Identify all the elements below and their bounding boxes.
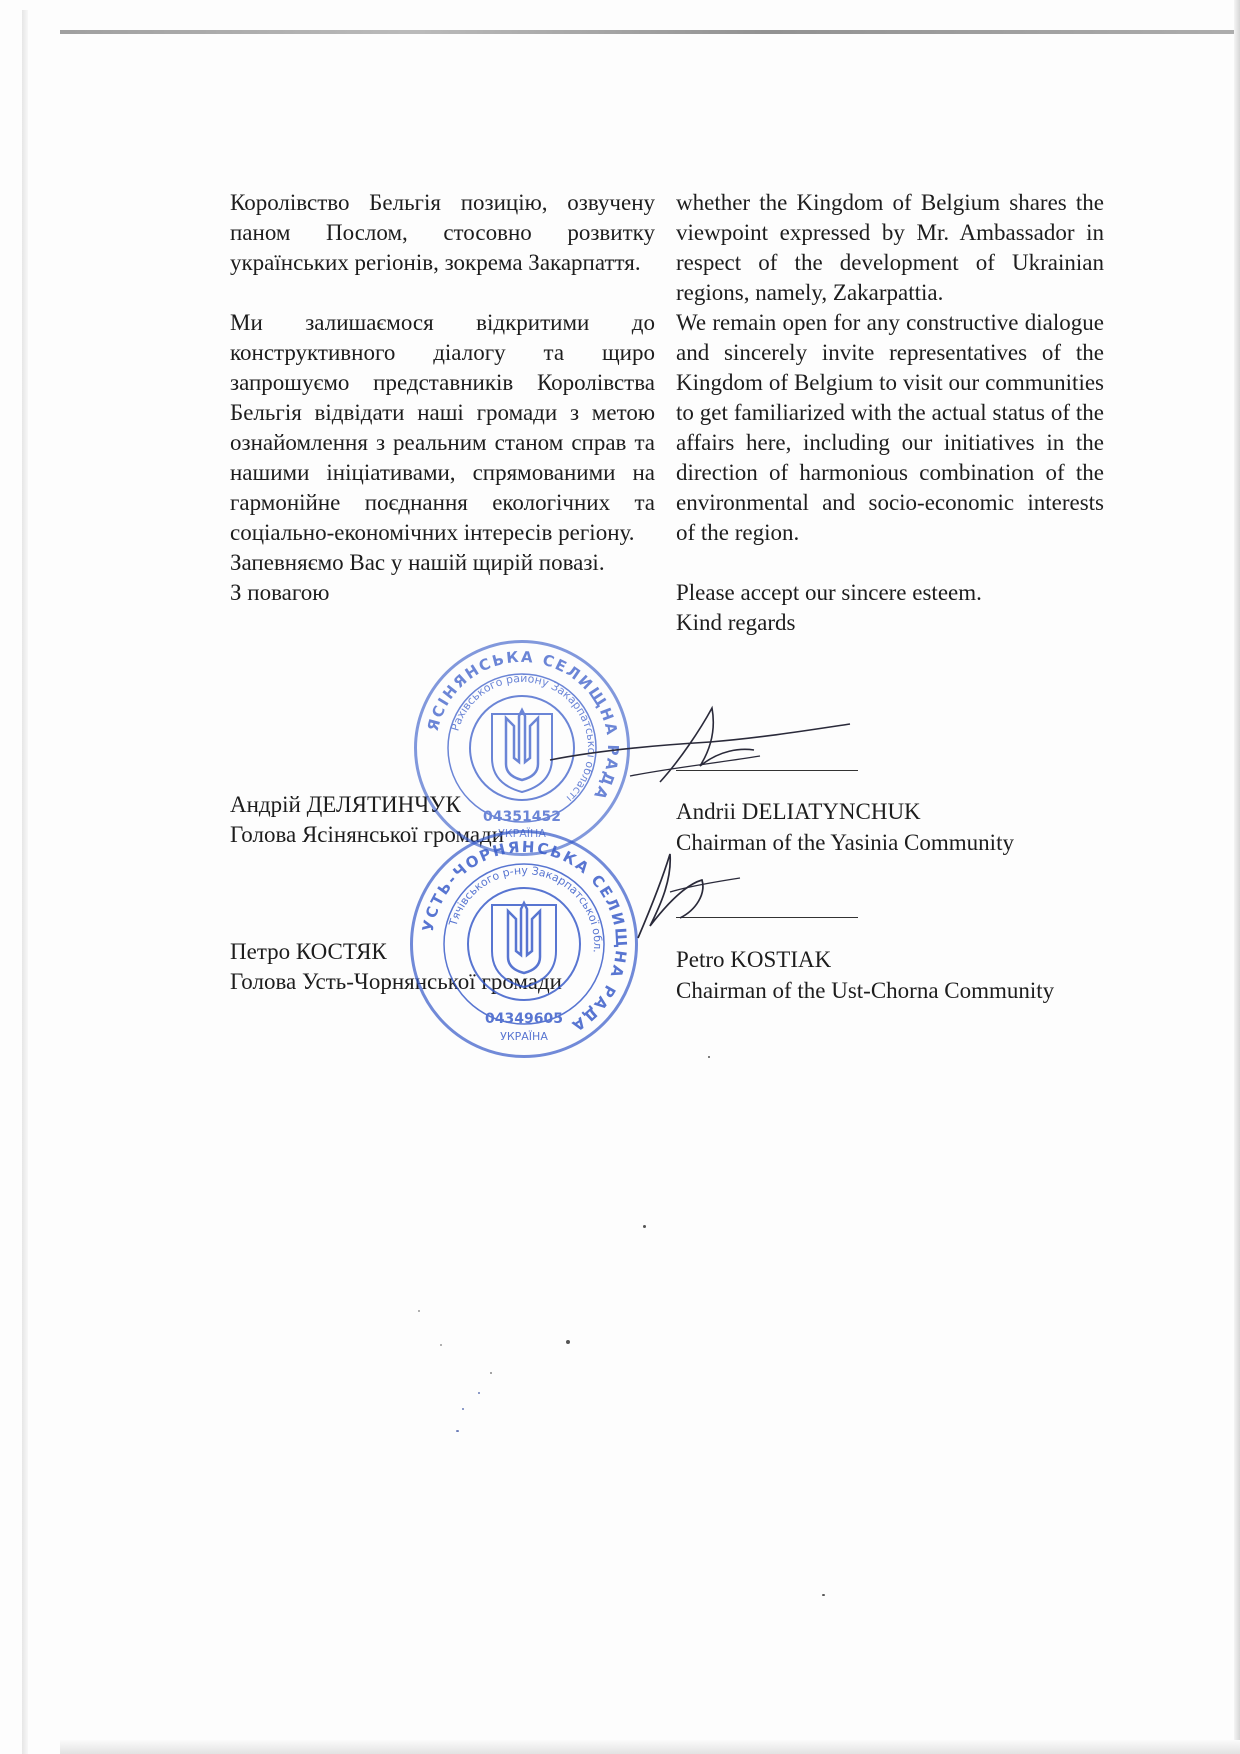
uk-closing-esteem: Запевняємо Вас у нашій щирій повазі. (230, 550, 605, 575)
stamp-2-inner-text: Тячівського р-ну Закарпатської обл. (446, 863, 605, 954)
scan-edge-bottom (60, 1740, 1240, 1754)
stamp-2-outer-text: УСТЬ-ЧОРНЯНСЬКА СЕЛИЩНА РАДА (418, 837, 631, 1036)
stamp-1-code: 04351452 (483, 809, 561, 825)
scan-speck (418, 1310, 420, 1312)
scan-speck (643, 1225, 646, 1228)
stamp-1-country: УКРАЇНА (498, 827, 546, 840)
uk-signer-1-title: Голова Ясінянської громади (230, 822, 505, 847)
ukrainian-column (230, 188, 655, 608)
scan-edge-top (60, 30, 1240, 34)
en-paragraph-2: We remain open for any constructive dialogue and sincerely invite representatives of the Kingdom of Belgium to visit our communities to get familiarized with the actual status of the affairs here, including our initiatives in the direction of harmonious combination of the environmental and socio-economic interests of the region. (676, 310, 1104, 545)
scan-speck (478, 1392, 480, 1394)
trident-emblem-icon (492, 710, 552, 792)
signature-line-2 (676, 917, 858, 918)
stamp-1-outer-text: ЯСІНЯНСЬКА СЕЛИЩНА РАДА (423, 647, 623, 805)
en-paragraph-1: whether the Kingdom of Belgium shares the viewpoint expressed by Mr. Ambassador in respect of the development of Ukrainian regions, namely, Zakarpattia. (676, 190, 1104, 305)
en-signer-1-name: Andrii DELIATYNCHUK (676, 799, 921, 824)
scan-edge-left (22, 10, 28, 1754)
stamp-2-code: 04349605 (485, 1011, 563, 1027)
en-closing-regards: Kind regards (676, 610, 796, 635)
scan-speck (462, 1408, 464, 1410)
trident-emblem-icon (492, 903, 556, 987)
official-stamp-2 (410, 830, 638, 1058)
uk-signer-1-name: Андрій ДЕЛЯТИНЧУК (230, 792, 461, 817)
uk-closing-regards: З повагою (230, 580, 330, 605)
scan-edge-right (1234, 0, 1240, 1754)
stamp-1-inner-text: Рахівського району Закарпатської області (448, 671, 599, 805)
scan-speck (456, 1430, 459, 1432)
english-column (676, 188, 1104, 638)
official-stamp-1 (414, 640, 630, 856)
uk-signer-2-title: Голова Усть-Чорнянської громади (230, 969, 562, 994)
stamp-2-country: УКРАЇНА (500, 1030, 548, 1043)
uk-paragraph-1: Королівство Бельгія позицію, озвучену паном Послом, стосовно розвитку українських регіонів, зокрема Закарпаття. (230, 190, 655, 275)
en-signer-2-name: Petro KOSTIAK (676, 947, 832, 972)
scan-speck (708, 1056, 710, 1058)
uk-signer-2-name: Петро КОСТЯК (230, 939, 387, 964)
en-closing-esteem: Please accept our sincere esteem. (676, 580, 982, 605)
en-signer-1-title: Chairman of the Yasinia Community (676, 830, 1014, 855)
scan-speck (822, 1594, 825, 1596)
scan-speck (566, 1340, 570, 1344)
signature-line-1 (676, 770, 858, 771)
scan-speck (490, 1372, 492, 1374)
scan-speck (440, 1344, 442, 1346)
en-signer-2-title: Chairman of the Ust-Chorna Community (676, 978, 1055, 1003)
uk-paragraph-2: Ми залишаємося відкритими до конструктивного діалогу та щиро запрошуємо представників Королівства Бельгія відвідати наші громади з метою ознайомлення з реальним станом справ та нашими ініціативами, спрямованими на гармонійне поєднання екологічних та соціально-економічних інтересів регіону. (230, 310, 655, 545)
